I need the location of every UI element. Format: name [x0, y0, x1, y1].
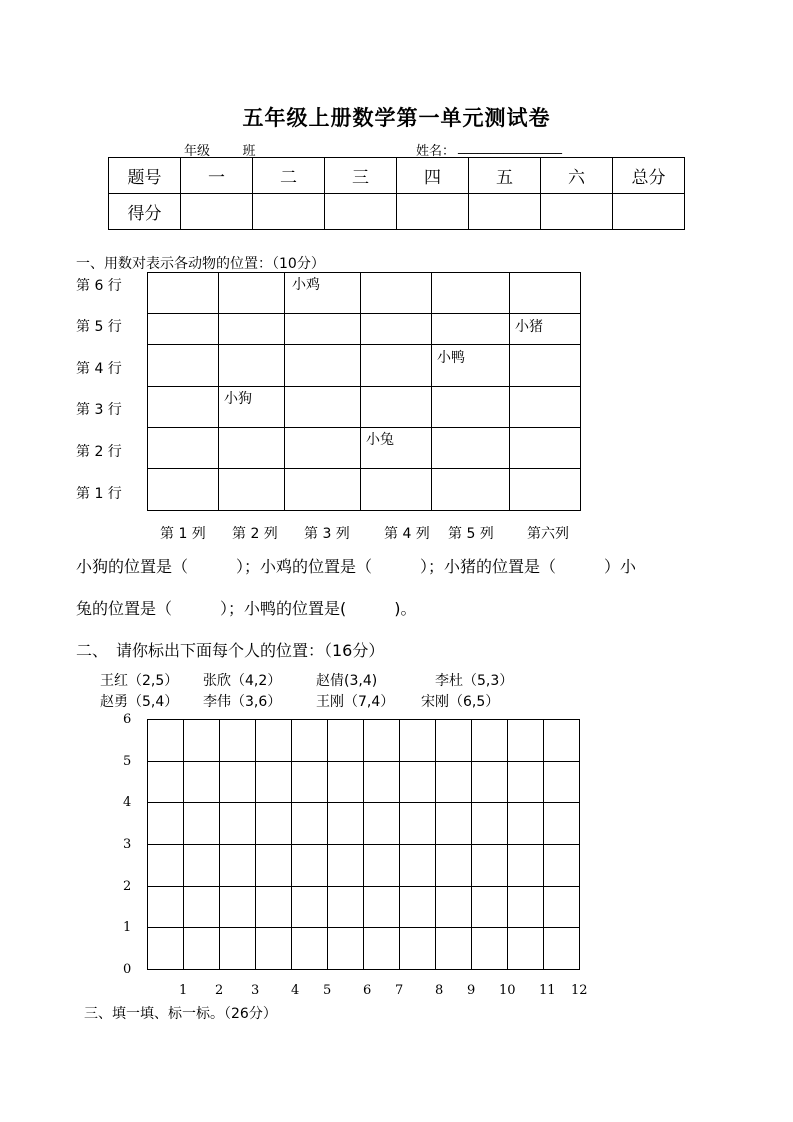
person-coord: 张欣（4,2）	[203, 673, 282, 689]
score-table	[108, 157, 685, 230]
y-axis-label: 1	[123, 920, 132, 935]
score-table-score-row	[109, 194, 685, 230]
y-axis-label: 2	[123, 879, 132, 894]
score-input-cell[interactable]	[469, 194, 541, 230]
person-coord: 宋刚（6,5）	[421, 694, 500, 710]
row-label: 第 5 行	[76, 319, 122, 335]
column-label: 第 3 列	[304, 526, 350, 542]
score-header-cell: 二	[253, 158, 325, 194]
y-axis-label: 5	[123, 754, 132, 769]
x-axis-label: 2	[215, 983, 224, 998]
score-header-cell: 一	[181, 158, 253, 194]
score-row-label: 得分	[109, 194, 181, 230]
column-label: 第 4 列	[384, 526, 430, 542]
row-label: 第 3 行	[76, 402, 122, 418]
column-label: 第 1 列	[160, 526, 206, 542]
person-coord: 王刚（7,4）	[316, 694, 395, 710]
column-label: 第六列	[527, 526, 569, 542]
score-input-cell[interactable]	[613, 194, 685, 230]
score-header-cell: 题号	[109, 158, 181, 194]
score-input-cell[interactable]	[325, 194, 397, 230]
person-coord: 赵倩(3,4)	[316, 673, 378, 689]
section1-heading: 一、用数对表示各动物的位置：（10分）	[76, 256, 325, 272]
score-input-cell[interactable]	[397, 194, 469, 230]
column-label: 第 5 列	[448, 526, 494, 542]
score-input-cell[interactable]	[181, 194, 253, 230]
score-header-cell: 三	[325, 158, 397, 194]
x-axis-label: 12	[571, 983, 588, 998]
section3-heading: 三、填一填、标一标。（26分）	[84, 1006, 277, 1022]
column-label: 第 2 列	[232, 526, 278, 542]
score-header-cell: 六	[541, 158, 613, 194]
x-axis-label: 7	[395, 983, 404, 998]
x-axis-label: 8	[435, 983, 444, 998]
x-axis-label: 5	[323, 983, 332, 998]
section2-heading: 二、 请你标出下面每个人的位置：（16分）	[76, 641, 385, 660]
row-label: 第 2 行	[76, 444, 122, 460]
y-axis-label: 4	[123, 795, 132, 810]
person-coord: 王红（2,5）	[100, 673, 179, 689]
section1-answer-line: 小狗的位置是（ ）；小鸡的位置是（ ）；小猪的位置是（ ）小	[76, 557, 637, 576]
grid1-border	[148, 273, 581, 511]
x-axis-label: 3	[251, 983, 260, 998]
row-label: 第 1 行	[76, 486, 122, 502]
score-input-cell[interactable]	[253, 194, 325, 230]
person-coord: 赵勇（5,4）	[100, 694, 179, 710]
x-axis-label: 9	[467, 983, 476, 998]
name-field[interactable]: ________________	[458, 140, 562, 155]
animal-dog: 小狗	[224, 391, 252, 407]
name-label: 姓名：	[416, 144, 456, 159]
section1-answer-line: 兔的位置是（ ）；小鸭的位置是( )。	[76, 599, 417, 618]
grade-class-field[interactable]: ____年级_____班	[158, 144, 256, 159]
grid2-border	[148, 720, 580, 970]
person-coord: 李杜（5,3）	[435, 673, 514, 689]
row-label: 第 6 行	[76, 278, 122, 294]
page-title: 五年级上册数学第一单元测试卷	[242, 105, 551, 130]
score-header-cell: 四	[397, 158, 469, 194]
x-axis-label: 4	[291, 983, 300, 998]
score-input-cell[interactable]	[541, 194, 613, 230]
x-axis-label: 6	[363, 983, 372, 998]
animal-duck: 小鸭	[437, 350, 465, 366]
animal-chicken: 小鸡	[292, 277, 320, 293]
x-axis-label: 1	[179, 983, 188, 998]
row-label: 第 4 行	[76, 361, 122, 377]
score-table-header-row	[109, 158, 685, 194]
score-header-cell: 总分	[613, 158, 685, 194]
animal-pig: 小猪	[515, 319, 543, 335]
y-axis-label: 3	[123, 837, 132, 852]
animal-rabbit: 小兔	[366, 432, 394, 448]
person-coord: 李伟（3,6）	[203, 694, 282, 710]
score-header-cell: 五	[469, 158, 541, 194]
y-axis-label: 0	[123, 962, 132, 977]
x-axis-label: 11	[539, 983, 556, 998]
x-axis-label: 10	[499, 983, 516, 998]
y-axis-label: 6	[123, 712, 132, 727]
